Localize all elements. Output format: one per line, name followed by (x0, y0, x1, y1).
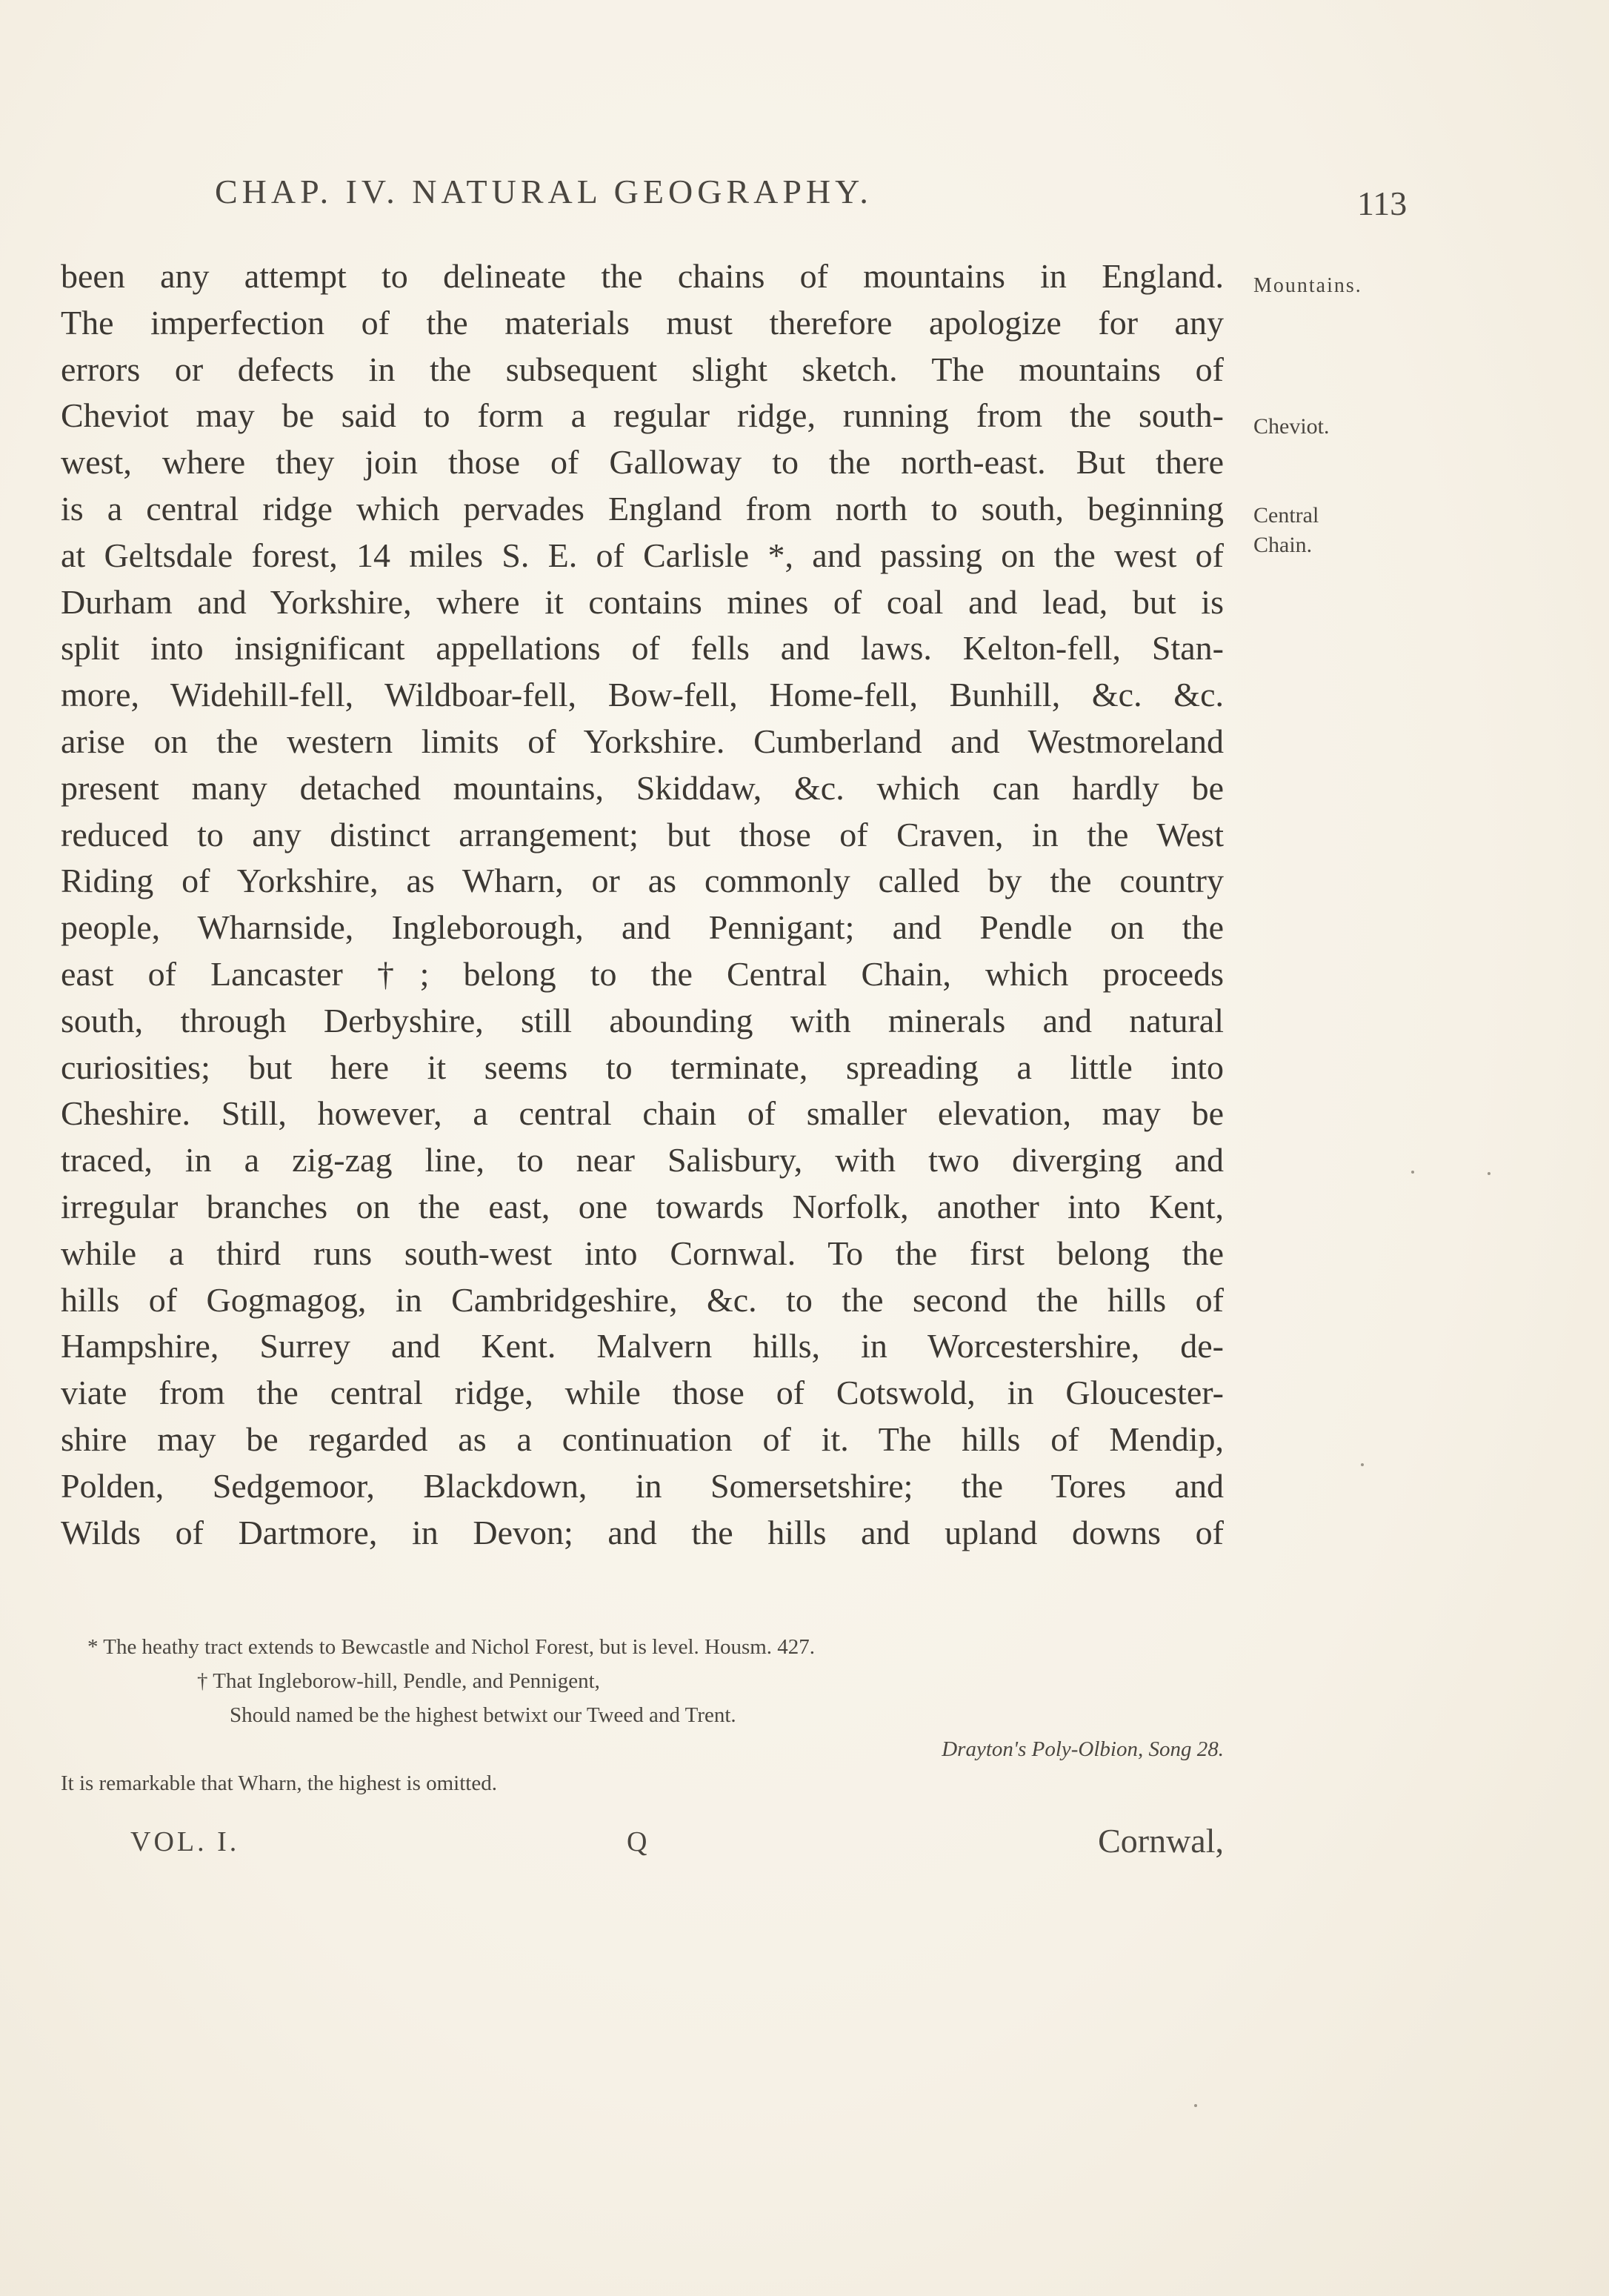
body-line: shire may be regarded as a continuation of it. The hills of Mendip, (61, 1420, 1224, 1458)
footnote-verse-line: Should named be the highest betwixt our Tweed and Trent. (230, 1703, 736, 1727)
margin-note-cheviot: Cheviot. (1253, 414, 1330, 439)
paper-speck (1361, 1463, 1364, 1466)
paper-speck (1411, 1171, 1414, 1174)
margin-note-central-line1: Central (1253, 503, 1319, 528)
paper-speck (1194, 2104, 1197, 2107)
body-line: people, Wharnside, Ingleborough, and Pennigant; and Pendle on the (61, 908, 1224, 947)
body-line: curiosities; but here it seems to terminate, spreading a little into (61, 1048, 1224, 1086)
body-line: irregular branches on the east, one towards Norfolk, another into Kent, (61, 1187, 1224, 1225)
body-line: arise on the western limits of Yorkshire. Cumberland and Westmoreland (61, 722, 1224, 760)
body-line: Cheshire. Still, however, a central chain of smaller elevation, may be (61, 1094, 1224, 1133)
body-line: reduced to any distinct arrangement; but those of Craven, in the West (61, 815, 1224, 853)
body-line: east of Lancaster †; belong to the Central Chain, which proceeds (61, 954, 1224, 993)
body-line: Durham and Yorkshire, where it contains mines of coal and lead, but is (61, 582, 1224, 621)
body-line: is a central ridge which pervades England from north to south, beginning (61, 489, 1224, 528)
body-line: Wilds of Dartmore, in Devon; and the hills and upland downs of (61, 1513, 1224, 1551)
body-text (61, 253, 1224, 1556)
footnote-remark: It is remarkable that Wharn, the highest is omitted. (61, 1771, 497, 1795)
body-line: hills of Gogmagog, in Cambridgeshire, &c. to the second the hills of (61, 1280, 1224, 1319)
running-head: CHAP. IV. NATURAL GEOGRAPHY. (215, 173, 873, 210)
body-line: The imperfection of the materials must therefore apologize for any (61, 303, 1224, 342)
page-number: 113 (1357, 184, 1408, 222)
footnotes (61, 1630, 1224, 1800)
body-line: south, through Derbyshire, still abounding with minerals and natural (61, 1001, 1224, 1039)
body-line: traced, in a zig-zag line, to near Salisbury, with two diverging and (61, 1141, 1224, 1179)
margin-note-central-chain (1253, 501, 1319, 560)
body-line: while a third runs south-west into Cornwal. To the first belong the (61, 1234, 1224, 1272)
body-line: Polden, Sedgemoor, Blackdown, in Somersetshire; the Tores and (61, 1466, 1224, 1505)
body-line: Hampshire, Surrey and Kent. Malvern hills, in Worcestershire, de- (61, 1327, 1224, 1365)
paper-speck (1488, 1172, 1490, 1175)
signature-mark: Q (627, 1826, 647, 1857)
volume-label: VOL. I. (130, 1826, 240, 1857)
body-line: split into insignificant appellations of fells and laws. Kelton-fell, Stan- (61, 629, 1224, 668)
footnote-dagger: † That Ingleborow-hill, Pendle, and Pennigent, (197, 1669, 600, 1693)
footnote-citation: Drayton's Poly-Olbion, Song 28. (942, 1737, 1224, 1761)
body-line: errors or defects in the subsequent slight sketch. The mountains of (61, 350, 1224, 388)
catchword: Cornwal, (1098, 1822, 1224, 1860)
body-line: viate from the central ridge, while those of Cotswold, in Gloucester- (61, 1374, 1224, 1412)
signature-line (61, 1821, 1224, 1866)
body-line: present many detached mountains, Skiddaw, &c. which can hardly be (61, 768, 1224, 807)
margin-note-mountains: Mountains. (1253, 274, 1362, 297)
body-line: been any attempt to delineate the chains of mountains in England. (61, 257, 1224, 295)
body-line: more, Widehill-fell, Wildboar-fell, Bow-fell, Home-fell, Bunhill, &c. &c. (61, 676, 1224, 714)
body-line: at Geltsdale forest, 14 miles S. E. of Carlisle *, and passing on the west of (61, 536, 1224, 574)
body-line: Riding of Yorkshire, as Wharn, or as commonly called by the country (61, 862, 1224, 900)
body-line: west, where they join those of Galloway to the north-east. But there (61, 443, 1224, 482)
footnote-asterisk: * The heathy tract extends to Bewcastle and Nichol Forest, but is level. Housm. 427. (87, 1635, 816, 1659)
body-line: Cheviot may be said to form a regular ridge, running from the south- (61, 396, 1224, 435)
margin-note-central-line2: Chain. (1253, 533, 1313, 557)
